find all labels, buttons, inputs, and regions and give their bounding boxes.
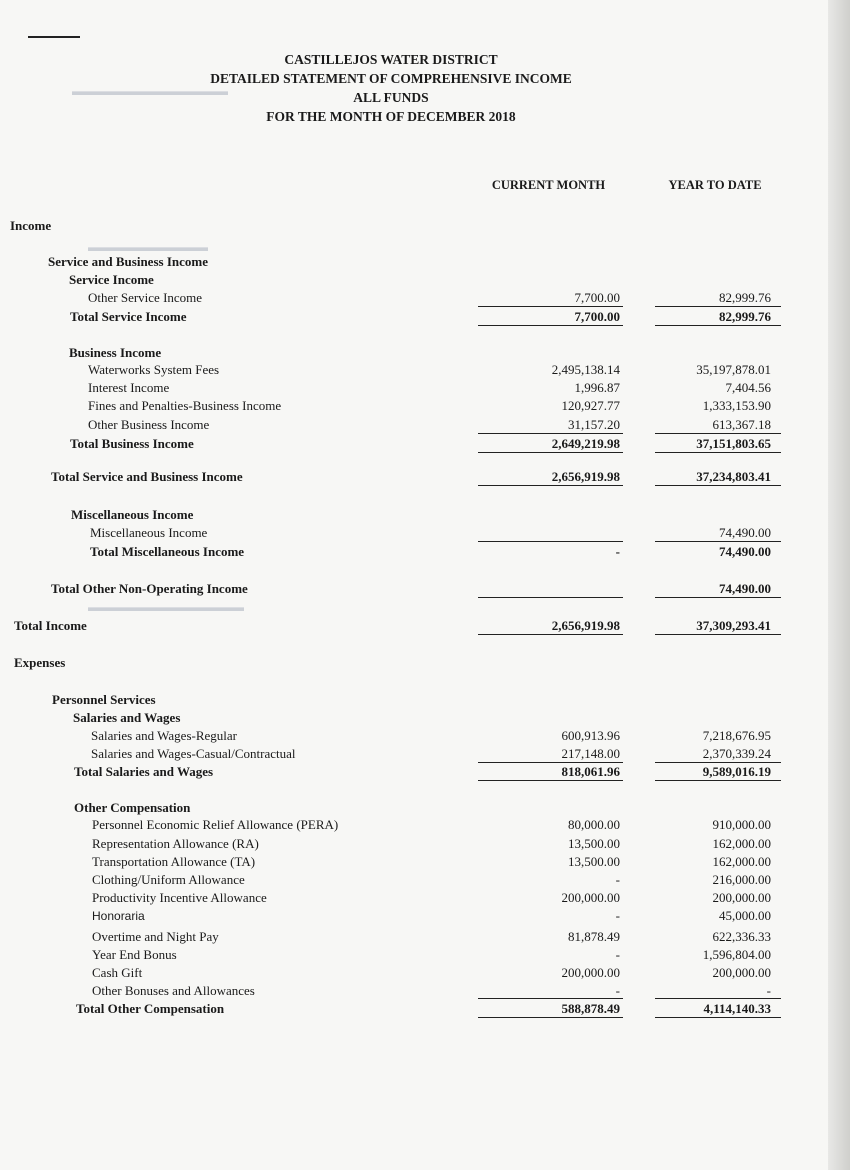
total-rule (655, 485, 781, 486)
subgroup-misc-income: Miscellaneous Income (71, 507, 194, 522)
line-misc-income: Miscellaneous Income 74,490.00 (90, 525, 771, 540)
bleed-through-text: ▬▬▬▬▬▬▬▬▬▬ (88, 240, 208, 254)
total-income: Total Income 2,656,919.98 37,309,293.41 (14, 618, 771, 633)
fund-scope: ALL FUNDS (353, 90, 429, 105)
total-rule (478, 634, 623, 635)
subgroup-salaries-wages: Salaries and Wages (73, 710, 181, 725)
line-clothing-allowance: Clothing/Uniform Allowance - 216,000.00 (92, 872, 771, 887)
sum-rule (478, 433, 623, 434)
line-year-end-bonus: Year End Bonus - 1,596,804.00 (92, 947, 771, 962)
sum-rule (655, 433, 781, 434)
total-rule (655, 452, 781, 453)
group-personnel-services: Personnel Services (52, 692, 156, 707)
total-rule (478, 485, 623, 486)
total-rule (478, 452, 623, 453)
total-other-compensation: Total Other Compensation 588,878.49 4,114,140.33 (76, 1001, 771, 1016)
line-honoraria: Honoraria - 45,000.00 (92, 908, 771, 923)
total-rule (478, 325, 623, 326)
line-other-business-income: Other Business Income 31,157.20 613,367.18 (88, 417, 771, 432)
statement-header (150, 50, 632, 126)
line-other-bonuses: Other Bonuses and Allowances - - (92, 983, 771, 998)
line-waterworks-fees: Waterworks System Fees 2,495,138.14 35,197,878.01 (88, 362, 771, 377)
line-fines-penalties: Fines and Penalties-Business Income 120,927.77 1,333,153.90 (88, 398, 771, 413)
line-cash-gift: Cash Gift 200,000.00 200,000.00 (92, 965, 771, 980)
bleed-through-text: ▬▬▬▬▬▬▬▬▬▬▬▬▬ (88, 600, 244, 614)
total-business-income: Total Business Income 2,649,219.98 37,151,803.65 (70, 436, 771, 451)
total-rule (478, 780, 623, 781)
line-representation-allowance: Representation Allowance (RA) 13,500.00 162,000.00 (92, 836, 771, 851)
section-expenses: Expenses (14, 655, 66, 670)
subgroup-service-income: Service Income (69, 272, 154, 287)
sum-rule (478, 998, 623, 999)
group-service-business: Service and Business Income (48, 254, 208, 269)
total-other-nonoperating-income: Total Other Non-Operating Income 74,490.00 (51, 581, 771, 596)
statement-title: DETAILED STATEMENT OF COMPREHENSIVE INCOME (210, 71, 572, 86)
subgroup-business-income: Business Income (69, 345, 162, 360)
line-interest-income: Interest Income 1,996.87 7,404.56 (88, 380, 771, 395)
line-pera: Personnel Economic Relief Allowance (PERA) 80,000.00 910,000.00 (92, 817, 771, 832)
line-productivity-incentive: Productivity Incentive Allowance 200,000.00 200,000.00 (92, 890, 771, 905)
total-rule (655, 325, 781, 326)
section-income: Income (10, 218, 52, 233)
line-salaries-regular: Salaries and Wages-Regular 600,913.96 7,218,676.95 (91, 728, 771, 743)
total-rule (655, 1017, 781, 1018)
district-name: CASTILLEJOS WATER DISTRICT (284, 52, 498, 67)
total-service-business-income: Total Service and Business Income 2,656,919.98 37,234,803.41 (51, 469, 771, 484)
line-transportation-allowance: Transportation Allowance (TA) 13,500.00 162,000.00 (92, 854, 771, 869)
sum-rule (478, 541, 623, 542)
total-rule (655, 634, 781, 635)
total-service-income: Total Service Income 7,700.00 82,999.76 (70, 309, 771, 324)
total-rule (655, 780, 781, 781)
sum-rule (655, 306, 781, 307)
line-salaries-casual: Salaries and Wages-Casual/Contractual 217,148.00 2,370,339.24 (91, 746, 771, 761)
sum-rule (478, 306, 623, 307)
total-rule (478, 597, 623, 598)
subgroup-other-compensation: Other Compensation (74, 800, 191, 815)
bleed-through-text: ▬▬▬▬▬▬▬▬▬▬▬▬▬ (72, 84, 228, 98)
current-month-header: CURRENT MONTH (491, 178, 606, 192)
year-to-date-header: YEAR TO DATE (668, 178, 762, 192)
top-rule (28, 36, 80, 38)
sum-rule (655, 998, 781, 999)
total-rule (655, 597, 781, 598)
total-rule (478, 1017, 623, 1018)
total-misc-income: Total Miscellaneous Income - 74,490.00 (90, 544, 771, 559)
line-other-service-income: Other Service Income 7,700.00 82,999.76 (88, 290, 771, 305)
statement-period: FOR THE MONTH OF DECEMBER 2018 (266, 109, 516, 124)
total-salaries-wages: Total Salaries and Wages 818,061.96 9,589,016.19 (74, 764, 771, 779)
sum-rule (655, 541, 781, 542)
line-overtime-night-pay: Overtime and Night Pay 81,878.49 622,336.33 (92, 929, 771, 944)
